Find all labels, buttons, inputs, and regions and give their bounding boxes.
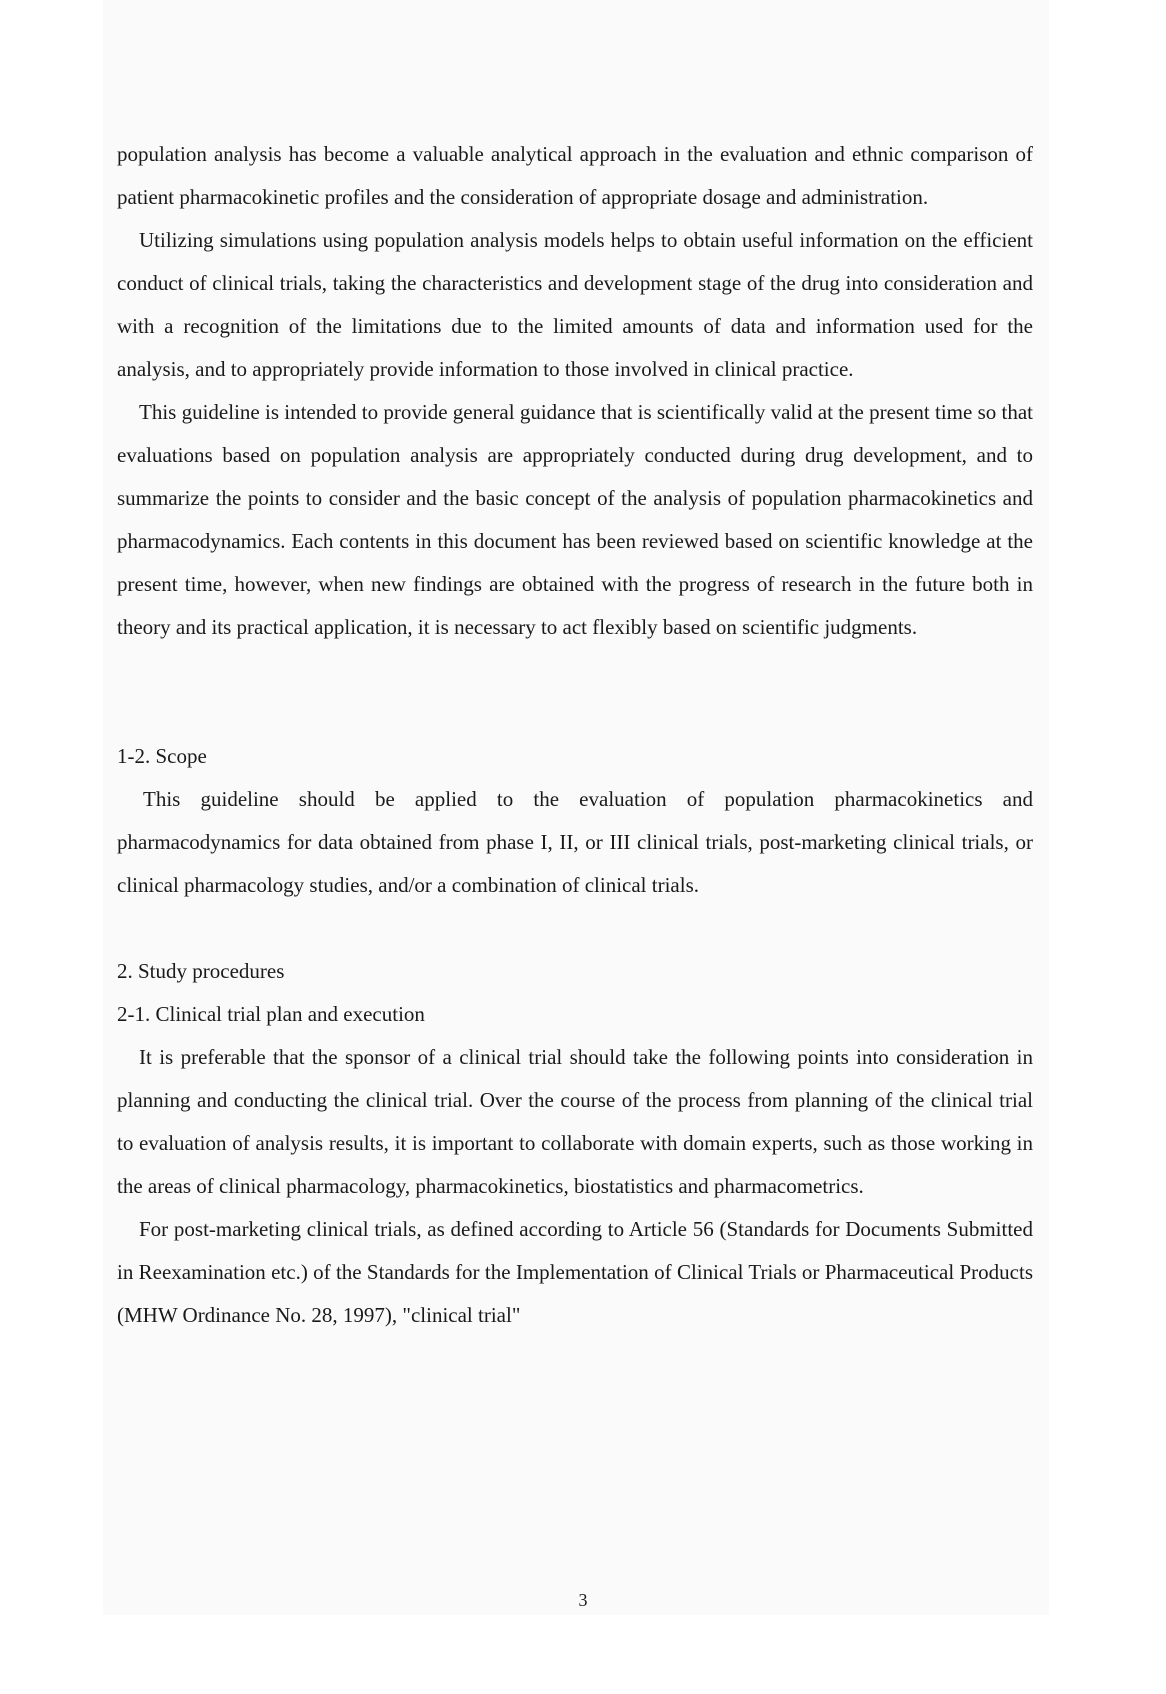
heading-clinical-trial-plan: 2-1. Clinical trial plan and execution bbox=[117, 1002, 425, 1026]
heading-study-procedures: 2. Study procedures bbox=[117, 959, 285, 983]
paragraph-sponsor-considerations: It is preferable that the sponsor of a clinical trial should take the following points into consideration in planning and conducting the clinical trial. Over the course of the process from planning of the clinical trial to evaluation of analysis results, it is important to collaborate with domain experts, such as those working in the areas of clinical pharmacology, pharmacokinetics, biostatistics and pharmacometrics. bbox=[117, 1045, 1033, 1198]
section-spacer bbox=[117, 649, 1033, 735]
page-number: 3 bbox=[578, 1590, 588, 1610]
paragraph-population-analysis: population analysis has become a valuable analytical approach in the evaluation and ethnic comparison of patient pharmacokinetic profiles and the consideration of appropriate dosage and administration. bbox=[117, 142, 1033, 209]
paragraph-scope: This guideline should be applied to the evaluation of population pharmacokinetics and pharmacodynamics for data obtained from phase I, II, or III clinical trials, post-marketing clinical trials, or clinical pharmacology studies, and/or a combination of clinical trials. bbox=[117, 787, 1033, 897]
paragraph-simulations: Utilizing simulations using population analysis models helps to obtain useful information on the efficient conduct of clinical trials, taking the characteristics and development stage of the drug into consideration and with a recognition of the limitations due to the limited amounts of data and information used for the analysis, and to appropriately provide information to those involved in clinical practice. bbox=[117, 228, 1033, 381]
paragraph-post-marketing: For post-marketing clinical trials, as defined according to Article 56 (Standards for Documents Submitted in Reexamination etc.) of the Standards for the Implementation of Clinical Trials or Pharmaceutical Products (MHW Ordinance No. 28, 1997), "clinical trial" bbox=[117, 1217, 1033, 1327]
heading-scope: 1-2. Scope bbox=[117, 744, 207, 768]
paragraph-guideline-intent: This guideline is intended to provide general guidance that is scientifically valid at the present time so that evaluations based on population analysis are appropriately conducted during drug development, and to summarize the points to consider and the basic concept of the analysis of population pharmacokinetics and pharmacodynamics. Each contents in this document has been reviewed based on scientific knowledge at the present time, however, when new findings are obtained with the progress of research in the future both in theory and its practical application, it is necessary to act flexibly based on scientific judgments. bbox=[117, 400, 1033, 639]
document-body bbox=[117, 133, 1033, 1337]
section-spacer bbox=[117, 907, 1033, 950]
